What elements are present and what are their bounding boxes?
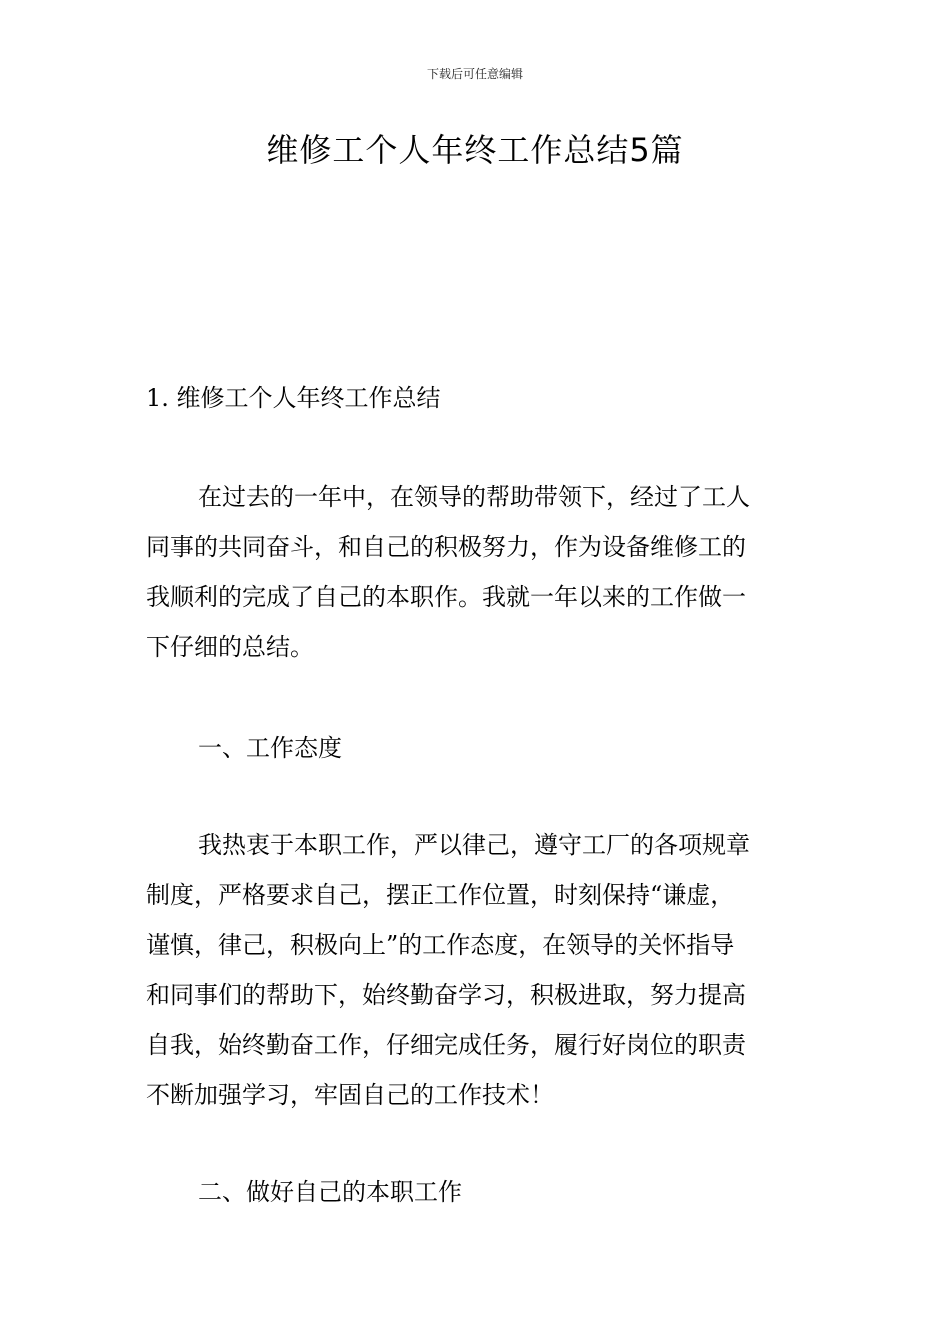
section-heading: 1. 维修工个人年终工作总结 [146,384,441,412]
subheading-own-duties: 二、做好自己的本职工作 [198,1178,462,1206]
intro-paragraph [146,472,806,672]
document-title: 维修工个人年终工作总结5篇 [266,131,684,169]
paragraph-line: 同事的共同奋斗，和自己的积极努力，作为设备维修工的 [146,533,746,561]
work-attitude-paragraph [146,820,806,1120]
paragraph-line: 下仔细的总结。 [146,633,314,661]
paragraph-line: 自我，始终勤奋工作，仔细完成任务，履行好岗位的职责 [146,1031,746,1059]
paragraph-line: 在过去的一年中，在领导的帮助带领下，经过了工人 [198,483,750,511]
paragraph-line: 不断加强学习，牢固自己的工作技术！ [146,1081,554,1109]
paragraph-line: 我热衷于本职工作，严以律己，遵守工厂的各项规章 [198,831,750,859]
paragraph-line: 和同事们的帮助下，始终勤奋学习，积极进取，努力提高 [146,981,746,1009]
paragraph-line: 谨慎，律己，积极向上”的工作态度，在领导的关怀指导 [146,931,735,959]
header-note: 下载后可任意编辑 [426,67,523,81]
subheading-work-attitude: 一、工作态度 [198,734,342,762]
paragraph-line: 制度，严格要求自己，摆正工作位置，时刻保持“谦虚， [146,881,735,909]
paragraph-line: 我顺利的完成了自己的本职作。我就一年以来的工作做一 [146,583,746,611]
